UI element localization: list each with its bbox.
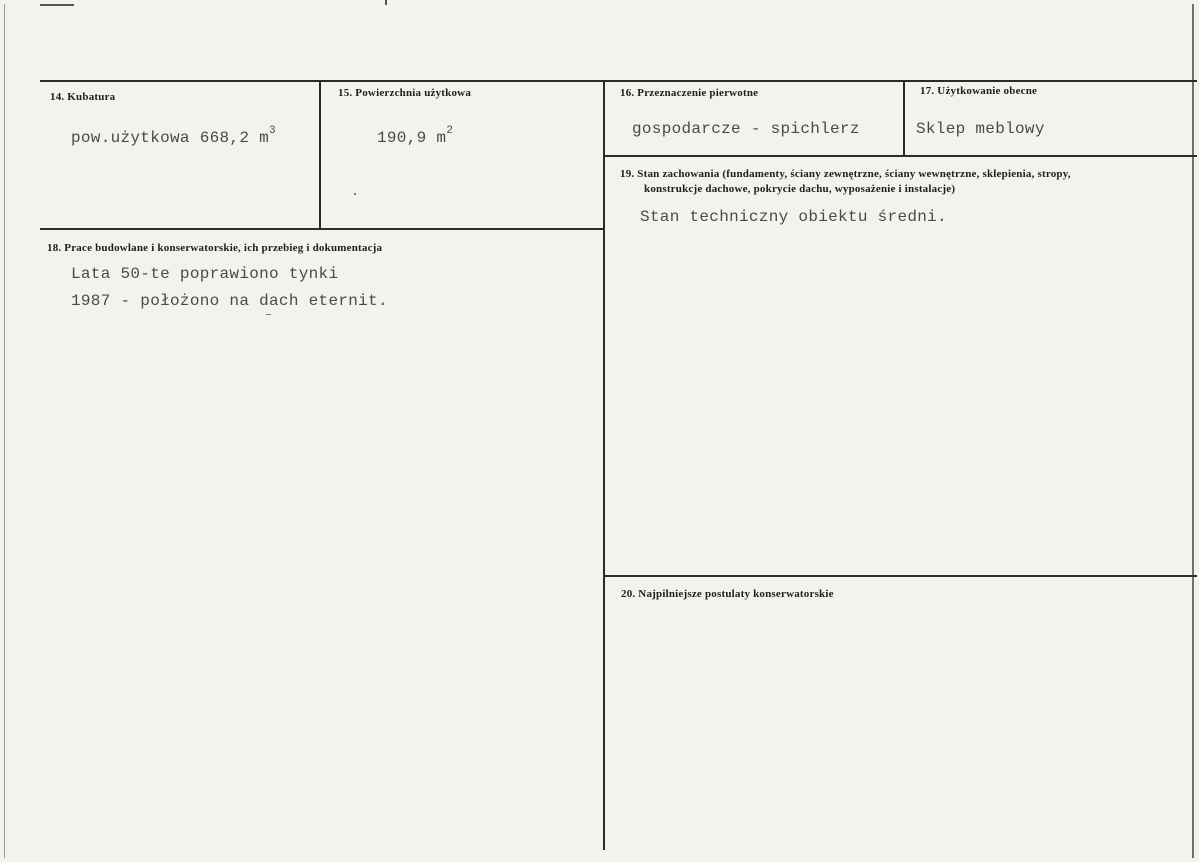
field-18-line-2: 1987 - położono na dach eternit. bbox=[71, 292, 388, 310]
field-16-label: 16. Przeznaczenie pierwotne bbox=[620, 87, 759, 99]
top-center-mark bbox=[385, 0, 387, 5]
field-16-value: gospodarcze - spichlerz bbox=[632, 120, 860, 138]
rule-below-16-17 bbox=[603, 155, 1197, 157]
field-18-label: 18. Prace budowlane i konserwatorskie, ich przebieg i dokumentacja bbox=[47, 242, 383, 254]
field-18-line-1: Lata 50-te poprawiono tynki bbox=[71, 265, 339, 283]
field-14-superscript: 3 bbox=[269, 125, 276, 137]
paper-speck bbox=[354, 193, 356, 195]
field-15-value bbox=[377, 116, 453, 153]
field-20-label: 20. Najpilniejsze postulaty konserwatorskie bbox=[621, 588, 834, 600]
rule-above-20 bbox=[603, 575, 1197, 577]
field-17-value: Sklep meblowy bbox=[916, 120, 1045, 138]
field-19-label-line2: konstrukcje dachowe, pokrycie dachu, wyposażenie i instalacje) bbox=[644, 183, 956, 195]
col-divider-16-17 bbox=[903, 80, 905, 156]
field-14-label: 14. Kubatura bbox=[50, 91, 116, 103]
field-14-value bbox=[71, 116, 276, 153]
field-19-value: Stan techniczny obiektu średni. bbox=[640, 208, 947, 226]
field-15-superscript: 2 bbox=[446, 125, 454, 137]
field-19-label-line1: 19. Stan zachowania (fundamenty, ściany zewnętrzne, ściany wewnętrzne, sklepienia, stropy, bbox=[620, 168, 1071, 180]
field-15-value-text: 190,9 m bbox=[377, 129, 447, 147]
field-14-value-text: pow.użytkowa 668,2 m bbox=[71, 129, 270, 147]
row1-top-rule bbox=[40, 80, 1197, 82]
paper-speck bbox=[266, 314, 271, 315]
col-divider-main bbox=[603, 80, 605, 850]
rule-below-14-15 bbox=[40, 228, 605, 230]
col-divider-14-15 bbox=[319, 80, 321, 229]
field-15-label: 15. Powierzchnia użytkowa bbox=[338, 87, 472, 99]
top-left-mark bbox=[40, 4, 74, 6]
field-17-label: 17. Użytkowanie obecne bbox=[920, 85, 1038, 97]
